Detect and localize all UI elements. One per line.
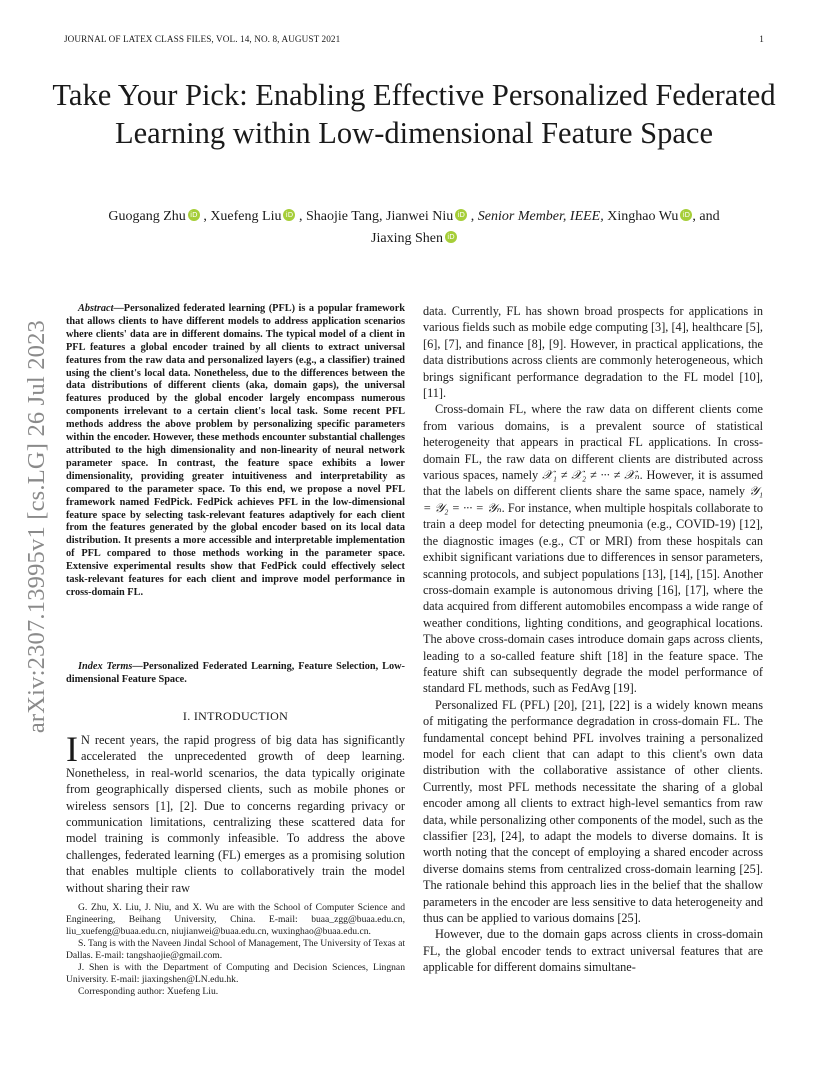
orcid-icon[interactable]: iD	[445, 231, 457, 243]
math-expression: 𝒳₁ ≠ 𝒳₂ ≠ ··· ≠ 𝒳ₙ	[542, 468, 640, 483]
intro-paragraph	[66, 729, 405, 896]
index-terms-label: Index Terms	[78, 661, 133, 672]
orcid-icon[interactable]: iD	[283, 209, 295, 221]
arxiv-identifier[interactable]: arXiv:2307.13995v1 [cs.LG] 26 Jul 2023	[23, 320, 50, 734]
index-terms	[66, 661, 405, 687]
author-name: Xuefeng Liu	[210, 209, 282, 224]
footnote: G. Zhu, X. Liu, J. Niu, and X. Wu are with the School of Computer Science and Engineering, Beihang University, China. E-mail: buaa_zgg@buaa.edu.cn, liu_xuefeng@buaa.edu.cn, niujianwei@buaa.edu.cn, wuxinghao@buaa.edu.cn.	[66, 902, 405, 937]
body-paragraph: Cross-domain FL, where the raw data on different clients come from various domains, is a prevalent source of statistical heterogeneity that appears in practical FL applications. In cross-domain FL, the raw data on different clients are distributed across various spaces, namely 𝒳₁ ≠ 𝒳₂ ≠ ··· ≠ 𝒳ₙ. However, it is assumed that the labels on different clients share the same space, namely 𝒴₁ = 𝒴₂ = ··· = 𝒴ₙ. For instance, when multiple hospitals collaborate to train a deep model for detecting pneumonia (e.g., COVID-19) [12], the diagnostic images (e.g., CT or MRI) from these hospitals can exhibit significant variations due to differences in sensor parameters, scanning protocols, and subject populations [13], [14], [15]. Another cross-domain example is autonomous driving [16], [17], where the data acquired from different automobiles encompass a wide range of weather conditions, lighting conditions, and geographical locations. The above cross-domain cases introduce domain gaps across clients, leading to a so-called feature shift [18] in the feature space. The feature shift can subsequently degrade the model performance of standard FL methods, such as FedAvg [19].	[423, 402, 764, 696]
orcid-icon[interactable]: iD	[455, 209, 467, 221]
running-header	[64, 34, 764, 48]
drop-cap: I	[66, 729, 78, 769]
author-name: Guogang Zhu	[108, 209, 186, 224]
intro-text: N recent years, the rapid progress of big data has significantly accelerated the unprecedented growth of deep learning. Nonetheless, in real-world scenarios, the data typically originate from geographically dispersed clients, such as mobile phones or wireless sensors [1], [2]. Due to concerns regarding privacy or communication limitations, centralizing these scattered data for model training is commonly infeasible. To address the above challenges, federated learning (FL) emerges as a promising solution that enables multiple clients to collaboratively train the model without sharing their raw	[66, 733, 405, 895]
footnote: J. Shen is with the Department of Computing and Decision Sciences, Lingnan University. E-mail: jiaxingshen@LN.edu.hk.	[66, 962, 405, 985]
abstract-text: —Personalized federated learning (PFL) is a popular framework that allows clients to have different models to address application scenarios where clients' data are in different domains. The typical model of a client in PFL features a global encoder trained by all clients to extract universal features from the raw data and personalized layers (e.g., a classifier) trained using the client's local data. Nonetheless, due to the differences between the data distributions of different clients (aka, domain gaps), the universal features produced by the global encoder largely encompass numerous components irrelevant to a certain client's local task. Some recent PFL methods address the above problem by personalizing specific parameters within the encoder. However, these methods encounter substantial challenges attributed to the high dimensionality and non-linearity of neural network parameter space. In contrast, the feature space exhibits a lower dimensionality, providing greater intuitiveness and interpretability as compared to the parameter space. To this end, we propose a novel PFL framework named FedPick. FedPick achieves PFL in the low-dimensional feature space by selecting task-relevant features adaptively for each client from the features generated by the global encoder based on its local data distribution. It presents a more accessible and interpretable implementation of PFL compared to those methods working in the parameter space. Extensive experimental results show that FedPick could effectively select task-relevant features for each client and improve model performance in cross-domain FL.	[66, 303, 405, 598]
paper-title: Take Your Pick: Enabling Effective Personalized Federated Learning within Low-dimensional Feature Space	[52, 78, 776, 150]
orcid-icon[interactable]: iD	[188, 209, 200, 221]
arxiv-stamp	[20, 296, 54, 758]
body-paragraph: Personalized FL (PFL) [20], [21], [22] is a widely known means of mitigating the performance degradation in cross-domain FL. The fundamental concept behind PFL involves training a personalized model for each client that can adapt to this client's own data distribution with the collaborative assistance of other clients. Currently, most PFL methods necessitate the sharing of a global encoder among all clients to extract high-level semantics from raw data, while personalizing other components of the model, such as the classifier [23], [24], to adapt the models to diverse domains. It is worth noting that the concept of employing a shared encoder across diverse domains stems from centralized cross-domain learning [25]. The rationale behind this approach lies in the belief that the shallow parameters in the encoder are less sensitive to data heterogeneity and thus can be applied to various domains [25].	[423, 697, 763, 926]
author-membership: Senior Member, IEEE,	[477, 209, 604, 224]
footnote: Corresponding author: Xuefeng Liu.	[78, 986, 219, 997]
math-expression: 𝒴₁ = 𝒴₂ = ··· = 𝒴ₙ	[423, 484, 763, 515]
page-number: 1	[759, 34, 764, 44]
abstract-label: Abstract	[78, 303, 114, 314]
index-terms-text: —Personalized Federated Learning, Feature Selection, Low-dimensional Feature Space.	[66, 661, 405, 685]
section-heading: I. INTRODUCTION	[182, 709, 289, 723]
right-column	[423, 303, 763, 976]
author-name: Shaojie Tang, Jianwei Niu	[305, 209, 454, 224]
orcid-icon[interactable]: iD	[680, 209, 692, 221]
author-name: Xinghao Wu	[607, 209, 679, 224]
journal-name: JOURNAL OF LATEX CLASS FILES, VOL. 14, NO. 8, AUGUST 2021	[64, 34, 341, 44]
footnote: S. Tang is with the Naveen Jindal School of Management, The University of Texas at Dallas. E-mail: tangshaojie@gmail.com.	[66, 938, 405, 961]
body-paragraph: However, due to the domain gaps across clients in cross-domain FL, the global encoder tends to extract universal features that are applicable for different domains simultane-	[423, 927, 763, 975]
footnotes	[66, 902, 405, 998]
author-conjunction: , and	[692, 209, 720, 224]
body-paragraph: data. Currently, FL has shown broad prospects for applications in various fields such as mobile edge computing [3], [4], healthcare [5], [6], [7], and finance [8], [9]. However, in practical applications, the data distributions across clients are commonly heterogeneous, which brings significant performance degradation to the FL model [10], [11].	[423, 304, 763, 401]
author-list: Guogang Zhu iD , Xuefeng Liu iD , Shaojie Tang, Jianwei Niu iD , Senior Member, IEEE, Xinghao Wu iD , and Jiaxing Shen iD	[108, 209, 720, 246]
abstract	[66, 303, 405, 600]
author-name: Jiaxing Shen	[371, 231, 443, 246]
